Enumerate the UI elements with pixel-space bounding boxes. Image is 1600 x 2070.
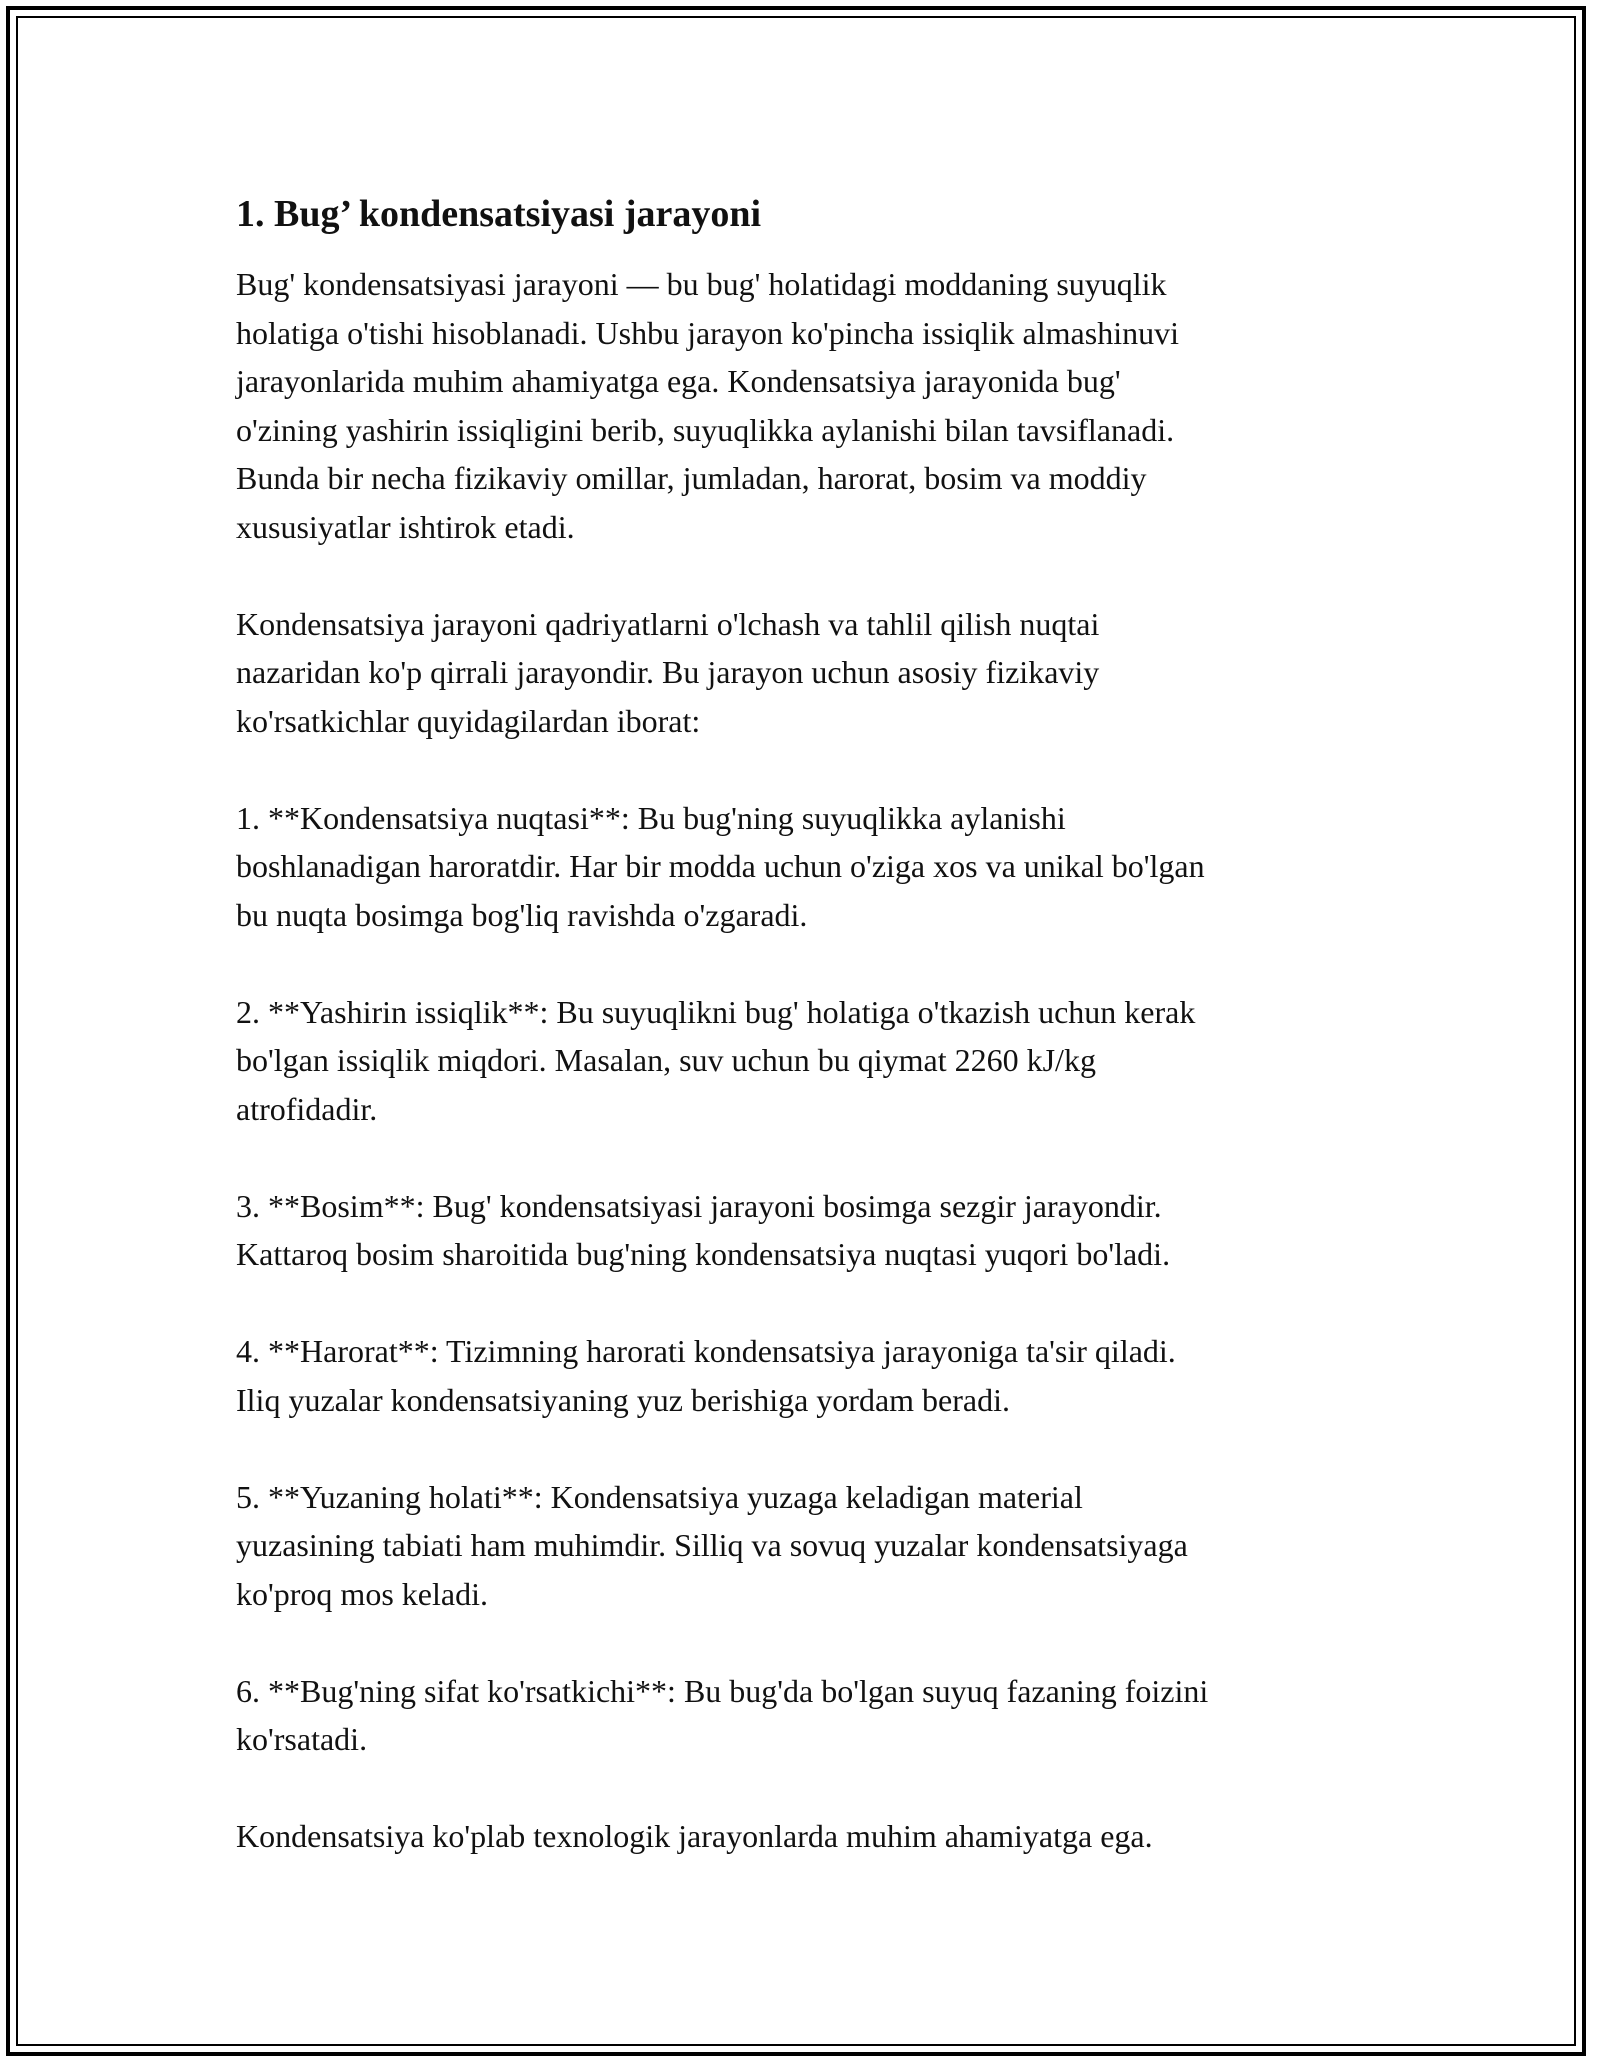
paragraph-indicators-intro: Kondensatsiya jarayoni qadriyatlarni o'lchash va tahlil qilish nuqtai nazaridan ko'p qirrali jarayondir. Bu jarayon uchun asosiy fizikaviy ko'rsatkichlar quyidagilardan iborat: — [236, 605, 1100, 739]
document-body — [236, 190, 1366, 1861]
paragraph-conclusion: Kondensatsiya ko'plab texnologik jarayonlarda muhim ahamiyatga ega. — [236, 1818, 1153, 1854]
list-item-steam-quality: 6. **Bug'ning sifat ko'rsatkichi**: Bu bug'da bo'lgan suyuq fazaning foizini ko'rsatadi. — [236, 1672, 1209, 1757]
list-item-pressure: 3. **Bosim**: Bug' kondensatsiyasi jarayoni bosimga sezgir jarayondir. Kattaroq bosim sharoitida bug'ning kondensatsiya nuqtasi yuqori bo'ladi. — [236, 1187, 1171, 1272]
list-item-surface-state: 5. **Yuzaning holati**: Kondensatsiya yuzaga keladigan material yuzasining tabiati ham muhimdir. Silliq va sovuq yuzalar kondensatsiyaga ko'proq mos keladi. — [236, 1478, 1188, 1612]
section-title: 1. Bug’ kondensatsiyasi jarayoni — [236, 193, 762, 235]
list-item-latent-heat: 2. **Yashirin issiqlik**: Bu suyuqlikni bug' holatiga o'tkazish uchun kerak bo'lgan issiqlik miqdori. Masalan, suv uchun bu qiymat 2260 kJ/kg atrofidadir. — [236, 993, 1196, 1127]
list-item-temperature: 4. **Harorat**: Tizimning harorati kondensatsiya jarayoniga ta'sir qiladi. Iliq yuzalar kondensatsiyaning yuz berishiga yordam beradi. — [236, 1333, 1176, 1418]
list-item-condensation-point: 1. **Kondensatsiya nuqtasi**: Bu bug'ning suyuqlikka aylanishi boshlanadigan haroratdir. Har bir modda uchun o'ziga xos va unikal bo'lgan bu nuqta bosimga bog'liq ravishda o'zgaradi. — [236, 799, 1205, 933]
paragraph-intro: Bug' kondensatsiyasi jarayoni — bu bug' holatidagi moddaning suyuqlik holatiga o'tishi hisoblanadi. Ushbu jarayon ko'pincha issiqlik almashinuvi jarayonlarida muhim ahamiyatga ega. Kondensatsiya jarayonida bug' o'zining yashirin issiqligini berib, suyuqlikka aylanishi bilan tavsiflanadi. Bunda bir necha fizikaviy omillar, jumladan, harorat, bosim va moddiy xususiyatlar ishtirok etadi. — [236, 266, 1179, 545]
